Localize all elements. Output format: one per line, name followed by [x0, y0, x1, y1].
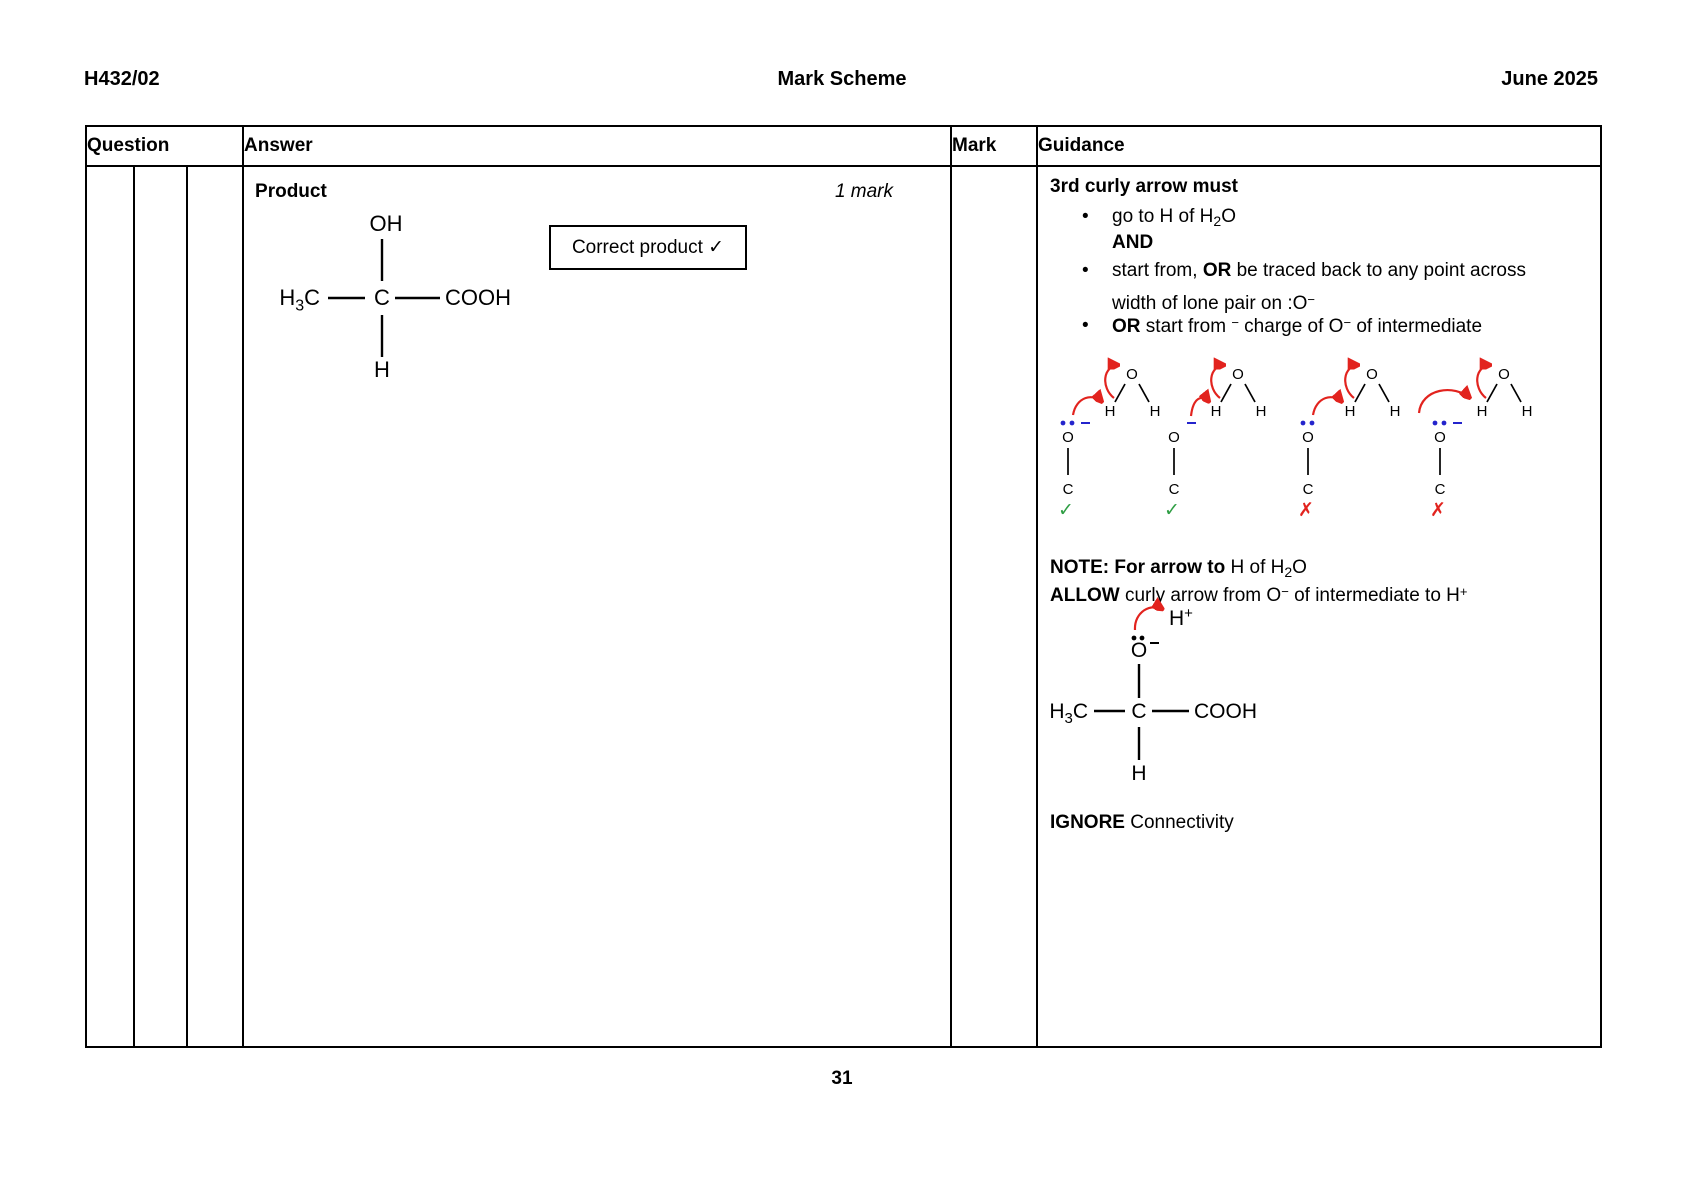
svg-text:C: C: [1302, 481, 1314, 498]
curly-arrow-diagram: [1280, 353, 1415, 523]
allow-line: ALLOW curly arrow from O− of intermediate to H+: [1050, 584, 1468, 606]
column-header-answer: Answer: [243, 126, 951, 166]
mark-scheme-table: [85, 125, 1602, 1048]
svg-text:COOH: COOH: [1194, 700, 1258, 723]
svg-text:COOH: COOH: [445, 285, 512, 310]
note-line: NOTE: For arrow to H of $H_2O$: [1050, 557, 1307, 580]
svg-text:H: H: [1476, 403, 1488, 420]
curly-arrow-diagram: [1412, 353, 1547, 523]
allow-structure-diagram: [1048, 597, 1268, 787]
guidance-line-text: go to H of $H_2O$: [1112, 206, 1236, 229]
guidance-bullet-item: [1038, 260, 1590, 284]
svg-text:O: O: [1498, 366, 1510, 383]
mark-count-label: 1 mark: [834, 181, 894, 202]
column-header-mark: Mark: [951, 126, 1037, 166]
svg-text:H: H: [1389, 403, 1401, 420]
check-mark: ✓: [1058, 500, 1074, 521]
product-structure-diagram: [264, 205, 534, 390]
bullet-dot: •: [1082, 206, 1089, 227]
svg-text:H3C: $H_3C$: [1049, 700, 1089, 728]
correct-product-box: Correct product ✓: [549, 225, 747, 270]
svg-text:O: O: [1434, 429, 1446, 446]
guidance-cell: [1037, 166, 1601, 1047]
cross-mark: ✗: [1430, 500, 1446, 521]
svg-text:O: O: [1232, 366, 1244, 383]
ignore-line: IGNORE Connectivity: [1050, 812, 1234, 833]
svg-text:H: H: [1149, 403, 1161, 420]
svg-text:H: H: [1131, 762, 1147, 785]
mark-cell: [951, 166, 1037, 1047]
product-label: Product: [255, 181, 327, 202]
doc-code: H432/02: [84, 68, 160, 90]
guidance-line-text: start from, OR be traced back to any point across: [1112, 260, 1526, 281]
question-subpart-cell: [187, 166, 243, 1047]
table-header-row: [86, 126, 1601, 166]
guidance-bullet-item: [1038, 315, 1590, 339]
column-header-question: Question: [86, 126, 243, 166]
table-body-row: [86, 166, 1601, 1047]
bullet-dot: •: [1082, 315, 1089, 336]
question-number-cell: [86, 166, 134, 1047]
svg-text:H3C: $H_3C$: [279, 285, 321, 315]
svg-text:O: O: [1366, 366, 1378, 383]
svg-text:O: O: [1126, 366, 1138, 383]
guidance-line-text: AND: [1112, 232, 1154, 253]
guidance-bullet-item: [1038, 206, 1590, 230]
cross-mark: ✗: [1298, 500, 1314, 521]
guidance-text-line: [1038, 232, 1590, 256]
svg-text:C: C: [1168, 481, 1180, 498]
svg-text:C: C: [1062, 481, 1074, 498]
guidance-line-text: width of lone pair on :O−: [1112, 292, 1315, 314]
curly-arrow-diagram: [1146, 353, 1281, 523]
doc-title: Mark Scheme: [777, 68, 907, 90]
guidance-heading: 3rd curly arrow must: [1050, 176, 1238, 197]
svg-text:O: O: [1062, 429, 1074, 446]
svg-text:H: H: [1344, 403, 1356, 420]
svg-text:C: C: [1131, 700, 1147, 723]
svg-text:C: C: [1434, 481, 1446, 498]
column-header-guidance: Guidance: [1037, 126, 1601, 166]
question-part-cell: [134, 166, 187, 1047]
svg-text:O: O: [1302, 429, 1314, 446]
svg-text:H: H: [1255, 403, 1267, 420]
answer-cell: [243, 166, 951, 1047]
svg-text:O: O: [1168, 429, 1180, 446]
check-mark: ✓: [1164, 500, 1180, 521]
page-number: 31: [831, 1068, 853, 1089]
bullet-dot: •: [1082, 260, 1089, 281]
svg-text:H: H: [1210, 403, 1222, 420]
svg-text:H: H: [1104, 403, 1116, 420]
guidance-line-text: OR start from − charge of O− of intermediate: [1112, 315, 1483, 337]
svg-text:H: H: [374, 357, 390, 382]
svg-text:OH: OH: [369, 211, 403, 236]
guidance-text-line: [1038, 292, 1590, 316]
doc-date: June 2025: [1501, 68, 1598, 90]
svg-text:O: O: [1130, 639, 1148, 662]
svg-text:H+: H+: [1169, 604, 1193, 630]
guidance-diagrams: [1038, 353, 1598, 528]
svg-text:H: H: [1521, 403, 1533, 420]
svg-text:C: C: [374, 285, 390, 310]
